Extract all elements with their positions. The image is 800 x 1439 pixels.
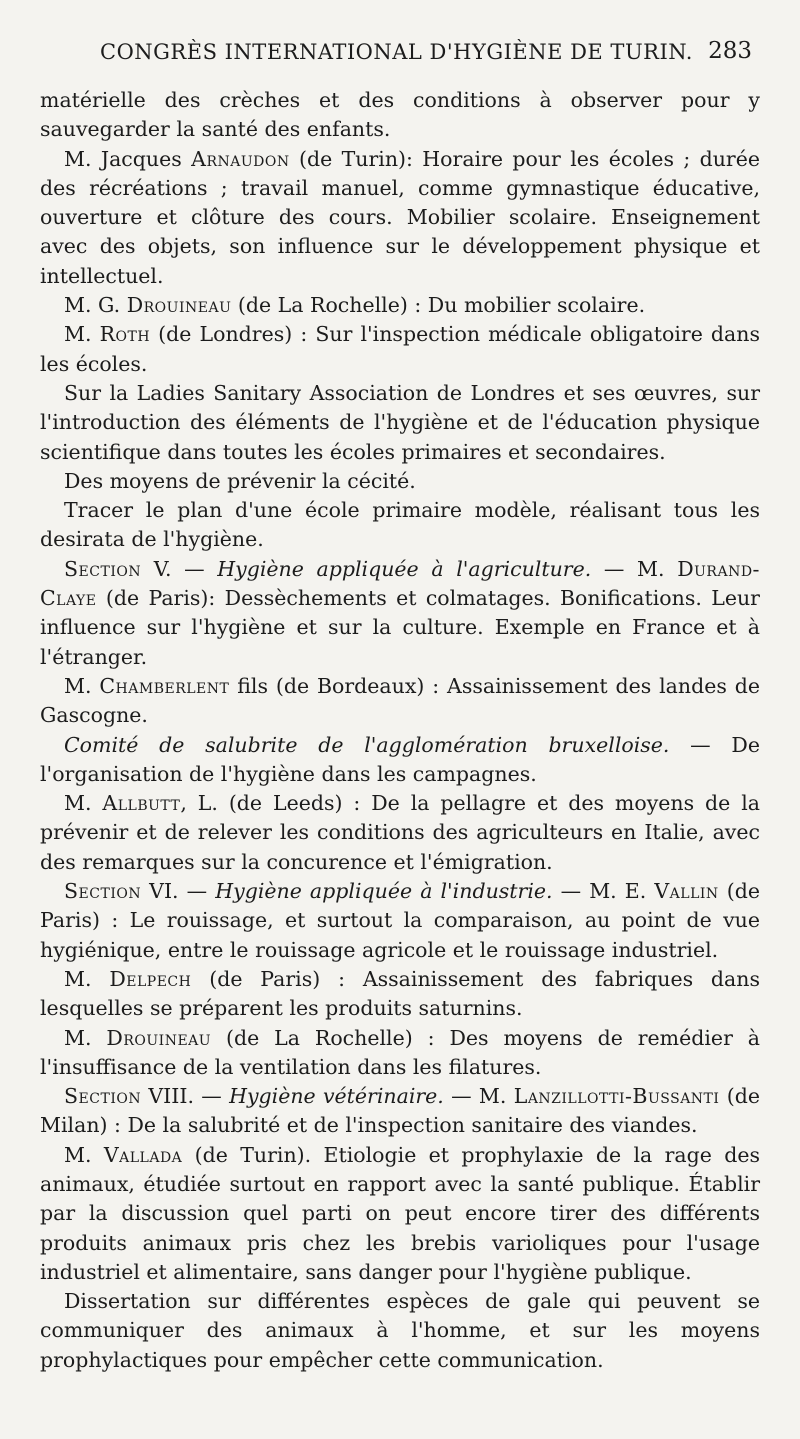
small-caps-name: Chamberlent [99,673,230,698]
text-run: M. G. [64,293,127,318]
small-caps-name: Vallada [103,1142,183,1167]
paragraph [40,379,760,467]
text-run: Des moyens de prévenir la cécité. [64,468,416,493]
small-caps-name: Drouineau [126,293,232,318]
text-run: (de La Rochelle) : Des moyens de remédier à l'insuffisance de la ventilation dans les filatures. [40,1025,760,1079]
text-run: M. [64,966,110,991]
paragraph [40,320,760,379]
text-run: — M. [443,1084,514,1109]
text-run: — M. [591,556,678,581]
italic-text: Hygiène appliquée à l'agriculture. [217,556,592,581]
text-run: matérielle des crèches et des conditions à observer pour y sauvegarder la santé des enfants. [40,88,760,142]
text-run: (de Paris) : Assainissement des fabriques dans lesquelles se préparent les produits saturnins. [40,966,760,1021]
text-run: V. — [141,556,218,581]
text-run: Tracer le plan d'une école primaire modèle, réalisant tous les desirata de l'hygiène. [40,498,760,552]
paragraph [40,965,760,1024]
italic-text: Comité de salubrite de l'agglomération bruxelloise. [64,732,670,757]
text-run: (de Milan) : De la salubrité et de l'inspection sanitaire des viandes. [40,1084,760,1138]
small-caps-name: Lanzillotti-Bussanti [513,1084,720,1109]
paragraph [40,496,760,555]
text-run: (de Paris): Dessèchements et colmatages. Bonifications. Leur influence sur l'hygiène et sur la culture. Exemple en France et à l'étranger. [40,586,760,669]
small-caps-name: Arnaudon [191,146,290,171]
italic-text: Hygiène vétérinaire. [229,1084,444,1109]
paragraph [40,1024,760,1083]
text-run: M. [64,1025,107,1050]
paragraph [40,877,760,965]
small-caps-name: Roth [99,322,151,347]
small-caps-name: Drouineau [106,1025,212,1050]
text-run: (de Turin). Etiologie et prophylaxie de la rage des animaux, étudiée surtout en rapport avec la santé publique. Établir par la discussion quel parti on peut encore tirer des différents produits animaux pris chez les brebis varioliques pour l'usage industriel et alimentaire, sans danger pour l'hygiène publique. [40,1142,760,1284]
paragraph [40,1287,760,1375]
paragraph [40,1141,760,1287]
paragraph [40,672,760,731]
text-run: (de La Rochelle) : Du mobilier scolaire. [231,293,646,318]
text-run: M. [64,791,103,816]
text-run: (de Paris) : Le rouissage, et surtout la comparaison, au point de vue hygiénique, entre le rouissage agricole et le rouissage industriel. [40,879,760,962]
paragraph [40,467,760,496]
text-run: Sur la Ladies Sanitary Association de Londres et ses œuvres, sur l'introduction des éléments de l'hygiène et de l'éducation physique scientifique dans toutes les écoles primaires et secondaires. [40,380,760,464]
page-body [40,86,760,1375]
text-run: M. [64,673,100,698]
text-run: (de Turin): Horaire pour les écoles ; durée des récréations ; travail manuel, comme gymnastique éducative, ouverture et clôture des cours. Mobilier scolaire. Enseignement avec des objets, son influence sur le développement physique et intellectuel. [40,146,760,288]
paragraph [40,145,760,291]
small-caps-name: Section [64,1084,142,1109]
page-number: 283 [708,38,752,64]
paragraph [40,555,760,672]
running-head: CONGRÈS INTERNATIONAL D'HYGIÈNE DE TURIN. [100,40,693,64]
text-run: Dissertation sur différentes espèces de gale qui peuvent se communiquer des animaux à l'homme, et sur les moyens prophylactiques pour empêcher cette communication. [40,1289,760,1372]
text-run: M. [64,1142,104,1167]
text-run: M. [64,322,100,347]
text-run: — De l'organisation de l'hygiène dans les campagnes. [40,732,760,786]
text-run: (de Londres) : Sur l'inspection médicale obligatoire dans les écoles. [40,322,760,376]
small-caps-name: Allbutt [102,791,181,816]
small-caps-name: Section [64,879,142,904]
small-caps-name: Durand-Claye [40,556,760,611]
paragraph [40,1082,760,1141]
text-run: fils (de Bordeaux) : Assainissement des landes de Gascogne. [40,673,760,728]
paragraph [40,789,760,877]
paragraph [40,291,760,320]
small-caps-name: Vallin [654,879,719,904]
text-run: — M. E. [552,879,655,904]
paragraph [40,86,760,145]
paragraph [40,731,760,790]
text-run: VI. — [141,879,216,904]
small-caps-name: Section [64,556,142,581]
italic-text: Hygiène appliquée à l'industrie. [215,879,553,904]
page-header [40,40,760,80]
text-run: M. Jacques [64,146,192,171]
small-caps-name: Delpech [109,966,192,991]
text-run: , L. (de Leeds) : De la pellagre et des moyens de la prévenir et de relever les conditions des agriculteurs en Italie, avec des remarques sur la concurence et l'émigration. [40,791,760,874]
text-run: VIII. — [141,1084,230,1109]
